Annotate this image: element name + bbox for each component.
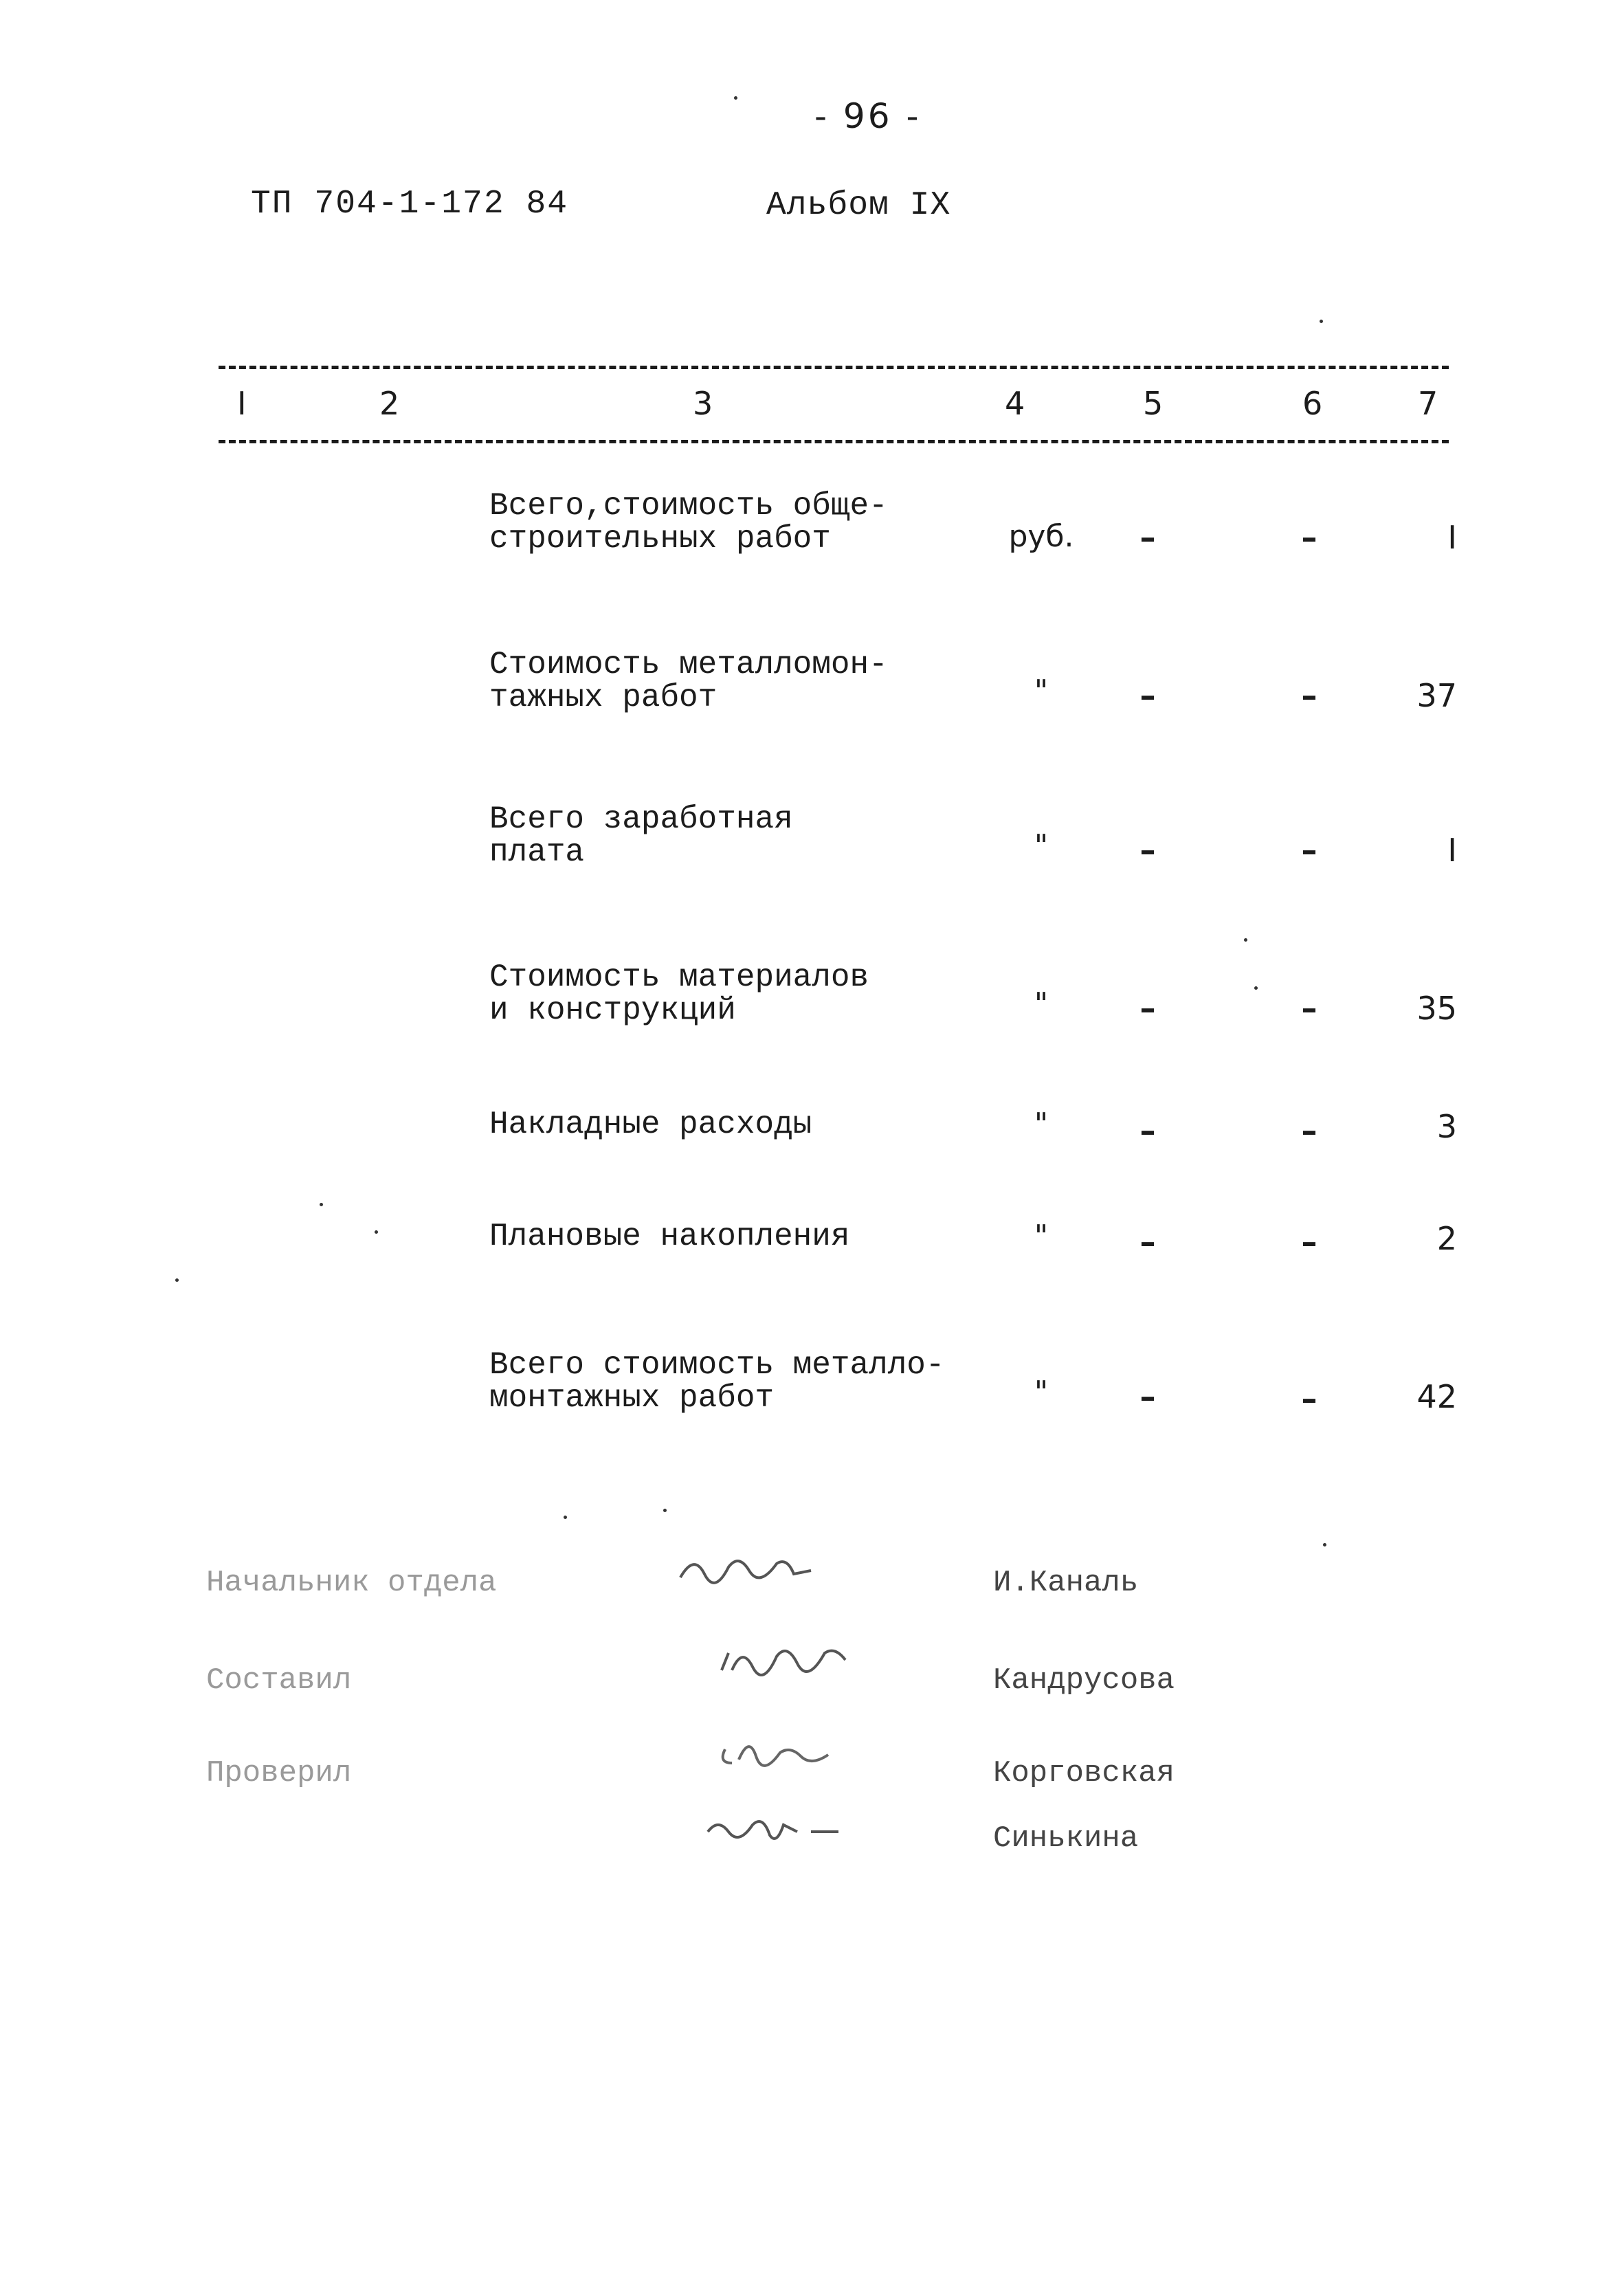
- column-header-5: 5: [1143, 385, 1164, 422]
- scan-speck: [1320, 320, 1323, 323]
- row-description: Всего заработная плата: [489, 801, 793, 870]
- row-description: Всего,стоимость обще- строительных работ: [489, 488, 888, 557]
- row-col6: –: [1301, 1223, 1317, 1261]
- column-header-6: 6: [1302, 385, 1323, 422]
- row-col5: –: [1139, 519, 1156, 556]
- signature-name: И.Каналь: [993, 1566, 1139, 1600]
- row-col7: I: [1447, 832, 1457, 869]
- scan-speck: [175, 1278, 179, 1282]
- row-unit: ": [1034, 1375, 1049, 1410]
- row-col5: –: [1139, 1378, 1156, 1415]
- scan-speck: [564, 1516, 567, 1519]
- row-col6: –: [1301, 832, 1317, 869]
- row-unit: ": [1034, 828, 1049, 863]
- table-header-rule: [219, 440, 1449, 443]
- signature-role: Составил: [206, 1663, 352, 1698]
- row-col5: –: [1139, 832, 1156, 869]
- row-unit: ": [1034, 986, 1049, 1021]
- row-unit: ": [1034, 674, 1049, 709]
- row-description: Стоимость материалов и конструкций: [489, 960, 869, 1028]
- album-label: Альбом IX: [766, 187, 951, 224]
- handwritten-signature-2: [715, 1629, 866, 1684]
- row-col5: –: [1139, 677, 1156, 714]
- row-col7: 37: [1416, 677, 1457, 714]
- row-col7: I: [1447, 519, 1457, 556]
- row-col5: –: [1139, 990, 1156, 1027]
- row-description: Накладные расходы: [489, 1107, 812, 1142]
- column-header-4: 4: [1005, 385, 1025, 422]
- row-unit: ": [1034, 1107, 1049, 1142]
- column-header-7: 7: [1418, 385, 1438, 422]
- table-top-rule: [219, 366, 1449, 369]
- row-col6: –: [1301, 519, 1317, 556]
- row-description: Стоимость металломон- тажных работ: [489, 647, 888, 716]
- row-col7: 42: [1416, 1378, 1457, 1415]
- document-code: ТП 704-1-172 84: [251, 186, 569, 223]
- column-header-3: 3: [693, 385, 713, 422]
- row-col7: 3: [1436, 1108, 1457, 1145]
- row-unit: руб.: [1008, 519, 1074, 554]
- row-col7: 2: [1436, 1220, 1457, 1257]
- column-header-2: 2: [379, 385, 400, 422]
- scan-speck: [375, 1230, 378, 1234]
- scan-speck: [1244, 938, 1247, 942]
- handwritten-signature-1: [674, 1540, 825, 1595]
- handwritten-signature-3: [715, 1722, 866, 1777]
- row-col7: 35: [1416, 990, 1457, 1027]
- page-number: - 96 -: [814, 96, 922, 136]
- row-description: Всего стоимость металло- монтажных работ: [489, 1347, 945, 1416]
- scan-speck: [663, 1509, 667, 1512]
- row-col5: –: [1139, 1223, 1156, 1261]
- row-description: Плановые накопления: [489, 1219, 850, 1254]
- handwritten-signature-4: [701, 1797, 852, 1852]
- scan-speck: [1323, 1543, 1326, 1546]
- signature-role: Начальник отдела: [206, 1566, 497, 1600]
- signature-name: Кандрусова: [993, 1663, 1175, 1698]
- row-col5: –: [1139, 1112, 1156, 1149]
- row-col6: –: [1301, 990, 1317, 1027]
- row-col6: –: [1301, 1112, 1317, 1149]
- row-col6: –: [1301, 677, 1317, 714]
- signature-role: Проверил: [206, 1756, 352, 1790]
- column-header-1: I: [237, 385, 247, 422]
- signature-name: Корговская: [993, 1756, 1175, 1790]
- scan-speck: [320, 1203, 323, 1206]
- scan-speck: [1254, 986, 1258, 990]
- scan-speck: [734, 96, 737, 100]
- signature-name: Синькина: [993, 1821, 1139, 1856]
- row-col6: –: [1301, 1380, 1317, 1417]
- row-unit: ": [1034, 1219, 1049, 1254]
